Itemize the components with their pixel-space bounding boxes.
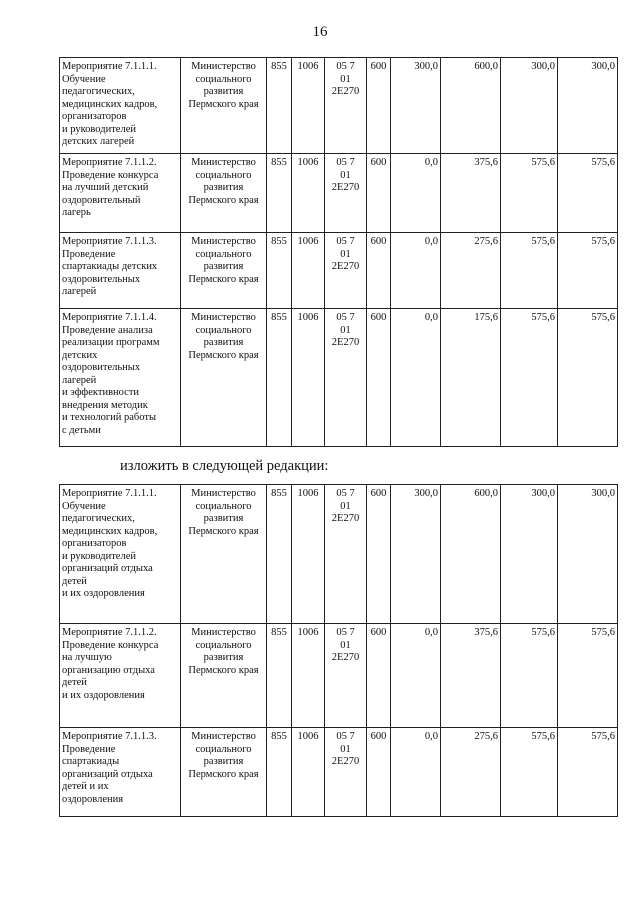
csr-line: 01 bbox=[340, 500, 351, 512]
measure-name-line: Обучение bbox=[62, 500, 106, 512]
executor-line: Пермского края bbox=[188, 98, 259, 110]
vr-cell: 600 bbox=[367, 485, 391, 624]
csr-line: 01 bbox=[340, 169, 351, 181]
executor-line: Министерство bbox=[191, 157, 256, 168]
measure-name-line: и руководителей bbox=[62, 123, 136, 135]
executor-line: развития bbox=[203, 756, 244, 767]
measure-name-line: лагерей bbox=[62, 286, 97, 297]
executor-line: социального bbox=[195, 248, 252, 260]
page-number: 16 bbox=[312, 24, 328, 40]
csr-cell bbox=[325, 728, 367, 817]
amount-cell: 575,6 bbox=[558, 728, 618, 817]
measure-name-line: Мероприятие 7.1.1.1. bbox=[62, 488, 157, 499]
measure-name-line: на лучший детский bbox=[62, 182, 149, 193]
measure-name-cell bbox=[60, 233, 181, 309]
csr-cell bbox=[325, 154, 367, 233]
rzpr-cell: 1006 bbox=[292, 154, 325, 233]
measure-name-cell bbox=[60, 154, 181, 233]
measure-name-line: спартакиады детских bbox=[62, 261, 158, 272]
csr-cell bbox=[325, 624, 367, 728]
amount-cell: 0,0 bbox=[391, 233, 441, 309]
new-measures-table bbox=[59, 484, 618, 817]
measure-name-line: Проведение bbox=[62, 743, 116, 755]
csr-line: 01 bbox=[340, 639, 351, 651]
measure-name-line: детей bbox=[62, 677, 87, 688]
measure-name-line: оздоровительных bbox=[62, 273, 141, 285]
executor-line: развития bbox=[203, 513, 244, 524]
executor-cell bbox=[181, 624, 267, 728]
executor-line: Министерство bbox=[191, 312, 256, 323]
csr-line: 2Е270 bbox=[331, 652, 360, 663]
measure-name-line: детей и их bbox=[62, 781, 109, 792]
grbs-cell: 855 bbox=[267, 233, 292, 309]
measure-name-line: оздоровительных bbox=[62, 362, 141, 373]
executor-line: Пермского края bbox=[188, 349, 259, 361]
measure-name-cell bbox=[60, 728, 181, 817]
csr-line: 01 bbox=[340, 324, 351, 336]
measure-name-line: Мероприятие 7.1.1.3. bbox=[62, 731, 157, 742]
executor-line: Министерство bbox=[191, 731, 256, 742]
measure-name-line: и их оздоровления bbox=[62, 689, 145, 701]
amount-cell: 300,0 bbox=[501, 58, 558, 154]
executor-line: Пермского края bbox=[188, 194, 259, 206]
measure-name-cell bbox=[60, 58, 181, 154]
amount-cell: 375,6 bbox=[441, 624, 501, 728]
executor-line: развития bbox=[203, 86, 244, 97]
executor-line: развития bbox=[203, 337, 244, 348]
csr-line: 2Е270 bbox=[331, 86, 360, 97]
amount-cell: 575,6 bbox=[501, 233, 558, 309]
measure-name-line: педагогических, bbox=[62, 513, 135, 524]
executor-line: Пермского края bbox=[188, 273, 259, 285]
executor-line: Министерство bbox=[191, 488, 256, 499]
measure-name-line: детей bbox=[62, 575, 87, 587]
executor-line: социального bbox=[195, 639, 252, 651]
measure-name-line: детских bbox=[62, 349, 98, 361]
measure-name-line: и эффективности bbox=[62, 387, 140, 398]
executor-cell bbox=[181, 485, 267, 624]
executor-line: Министерство bbox=[191, 61, 256, 72]
measure-name-line: и руководителей bbox=[62, 550, 136, 562]
measure-name-line: на лучшую bbox=[62, 652, 112, 663]
csr-line: 2Е270 bbox=[331, 513, 360, 524]
csr-line: 2Е270 bbox=[331, 337, 360, 348]
table-row bbox=[60, 728, 618, 817]
measure-name-line: и их оздоровления bbox=[62, 588, 145, 599]
csr-line: 05 7 bbox=[336, 627, 355, 638]
grbs-cell: 855 bbox=[267, 728, 292, 817]
executor-line: развития bbox=[203, 261, 244, 272]
executor-cell bbox=[181, 58, 267, 154]
measure-name-line: лагерей bbox=[62, 374, 97, 386]
table-row bbox=[60, 154, 618, 233]
measure-name-line: с детьми bbox=[62, 424, 101, 436]
measure-name-line: педагогических, bbox=[62, 86, 135, 97]
executor-cell bbox=[181, 233, 267, 309]
amount-cell: 575,6 bbox=[501, 624, 558, 728]
measure-name-cell bbox=[60, 485, 181, 624]
executor-line: социального bbox=[195, 743, 252, 755]
vr-cell: 600 bbox=[367, 233, 391, 309]
measure-name-line: Мероприятие 7.1.1.1. bbox=[62, 61, 157, 72]
measure-name-line: Проведение конкурса bbox=[62, 169, 159, 181]
amount-cell: 175,6 bbox=[441, 309, 501, 447]
measure-name-cell bbox=[60, 309, 181, 447]
executor-line: развития bbox=[203, 182, 244, 193]
csr-cell bbox=[325, 233, 367, 309]
executor-cell bbox=[181, 154, 267, 233]
measure-name-line: организаций отдыха bbox=[62, 768, 153, 780]
amount-cell: 575,6 bbox=[558, 154, 618, 233]
amount-cell: 575,6 bbox=[558, 233, 618, 309]
rzpr-cell: 1006 bbox=[292, 233, 325, 309]
executor-line: Министерство bbox=[191, 627, 256, 638]
measure-name-line: Проведение bbox=[62, 248, 116, 260]
amount-cell: 275,6 bbox=[441, 233, 501, 309]
measure-name-line: Мероприятие 7.1.1.2. bbox=[62, 627, 157, 638]
grbs-cell: 855 bbox=[267, 154, 292, 233]
amount-cell: 575,6 bbox=[501, 154, 558, 233]
amount-cell: 0,0 bbox=[391, 728, 441, 817]
measure-name-line: внедрения методик bbox=[62, 399, 148, 411]
grbs-cell: 855 bbox=[267, 309, 292, 447]
measure-name-cell bbox=[60, 624, 181, 728]
rzpr-cell: 1006 bbox=[292, 309, 325, 447]
measure-name-line: организацию отдыха bbox=[62, 664, 155, 676]
csr-cell bbox=[325, 309, 367, 447]
csr-line: 05 7 bbox=[336, 731, 355, 742]
grbs-cell: 855 bbox=[267, 624, 292, 728]
csr-line: 01 bbox=[340, 248, 351, 260]
executor-line: Министерство bbox=[191, 236, 256, 247]
executor-cell bbox=[181, 309, 267, 447]
rzpr-cell: 1006 bbox=[292, 728, 325, 817]
executor-line: социального bbox=[195, 169, 252, 181]
rzpr-cell: 1006 bbox=[292, 624, 325, 728]
measure-name-line: лагерь bbox=[62, 207, 91, 218]
table-row bbox=[60, 624, 618, 728]
executor-line: социального bbox=[195, 73, 252, 85]
csr-line: 2Е270 bbox=[331, 756, 360, 767]
amount-cell: 375,6 bbox=[441, 154, 501, 233]
grbs-cell: 855 bbox=[267, 485, 292, 624]
measure-name-line: Проведение анализа bbox=[62, 324, 153, 336]
amount-cell: 0,0 bbox=[391, 154, 441, 233]
measure-name-line: Мероприятие 7.1.1.4. bbox=[62, 312, 157, 323]
csr-line: 2Е270 bbox=[331, 182, 360, 193]
rzpr-cell: 1006 bbox=[292, 485, 325, 624]
amount-cell: 0,0 bbox=[391, 309, 441, 447]
vr-cell: 600 bbox=[367, 624, 391, 728]
measure-name-line: Обучение bbox=[62, 73, 106, 85]
table-row bbox=[60, 58, 618, 154]
transition-text: изложить в следующей редакции: bbox=[120, 458, 329, 474]
executor-line: развития bbox=[203, 652, 244, 663]
csr-cell bbox=[325, 58, 367, 154]
measure-name-line: оздоровительный bbox=[62, 194, 141, 206]
amount-cell: 300,0 bbox=[501, 485, 558, 624]
old-measures-table bbox=[59, 57, 618, 447]
amount-cell: 575,6 bbox=[558, 309, 618, 447]
executor-line: Пермского края bbox=[188, 664, 259, 676]
measure-name-line: Проведение конкурса bbox=[62, 639, 159, 651]
measure-name-line: спартакиады bbox=[62, 756, 120, 767]
vr-cell: 600 bbox=[367, 154, 391, 233]
amount-cell: 575,6 bbox=[558, 624, 618, 728]
measure-name-line: медицинских кадров, bbox=[62, 98, 158, 110]
measure-name-line: Мероприятие 7.1.1.2. bbox=[62, 157, 157, 168]
executor-line: Пермского края bbox=[188, 768, 259, 780]
csr-line: 05 7 bbox=[336, 236, 355, 247]
table-row bbox=[60, 233, 618, 309]
csr-line: 05 7 bbox=[336, 157, 355, 168]
table-row bbox=[60, 485, 618, 624]
amount-cell: 0,0 bbox=[391, 624, 441, 728]
vr-cell: 600 bbox=[367, 728, 391, 817]
measure-name-line: реализации программ bbox=[62, 337, 160, 348]
grbs-cell: 855 bbox=[267, 58, 292, 154]
csr-line: 2Е270 bbox=[331, 261, 360, 272]
measure-name-line: оздоровления bbox=[62, 793, 124, 805]
csr-cell bbox=[325, 485, 367, 624]
csr-line: 05 7 bbox=[336, 61, 355, 72]
measure-name-line: медицинских кадров, bbox=[62, 525, 158, 537]
measure-name-line: организаторов bbox=[62, 538, 127, 549]
vr-cell: 600 bbox=[367, 309, 391, 447]
executor-line: социального bbox=[195, 324, 252, 336]
csr-line: 05 7 bbox=[336, 312, 355, 323]
measure-name-line: организаций отдыха bbox=[62, 563, 153, 574]
amount-cell: 575,6 bbox=[501, 728, 558, 817]
measure-name-line: детских лагерей bbox=[62, 136, 135, 147]
amount-cell: 600,0 bbox=[441, 58, 501, 154]
executor-line: социального bbox=[195, 500, 252, 512]
amount-cell: 300,0 bbox=[391, 485, 441, 624]
amount-cell: 275,6 bbox=[441, 728, 501, 817]
csr-line: 01 bbox=[340, 743, 351, 755]
amount-cell: 600,0 bbox=[441, 485, 501, 624]
table-row bbox=[60, 309, 618, 447]
csr-line: 05 7 bbox=[336, 488, 355, 499]
vr-cell: 600 bbox=[367, 58, 391, 154]
amount-cell: 300,0 bbox=[391, 58, 441, 154]
csr-line: 01 bbox=[340, 73, 351, 85]
amount-cell: 300,0 bbox=[558, 485, 618, 624]
rzpr-cell: 1006 bbox=[292, 58, 325, 154]
measure-name-line: и технологий работы bbox=[62, 412, 157, 423]
measure-name-line: Мероприятие 7.1.1.3. bbox=[62, 236, 157, 247]
executor-line: Пермского края bbox=[188, 525, 259, 537]
executor-cell bbox=[181, 728, 267, 817]
measure-name-line: организаторов bbox=[62, 111, 127, 122]
amount-cell: 300,0 bbox=[558, 58, 618, 154]
amount-cell: 575,6 bbox=[501, 309, 558, 447]
